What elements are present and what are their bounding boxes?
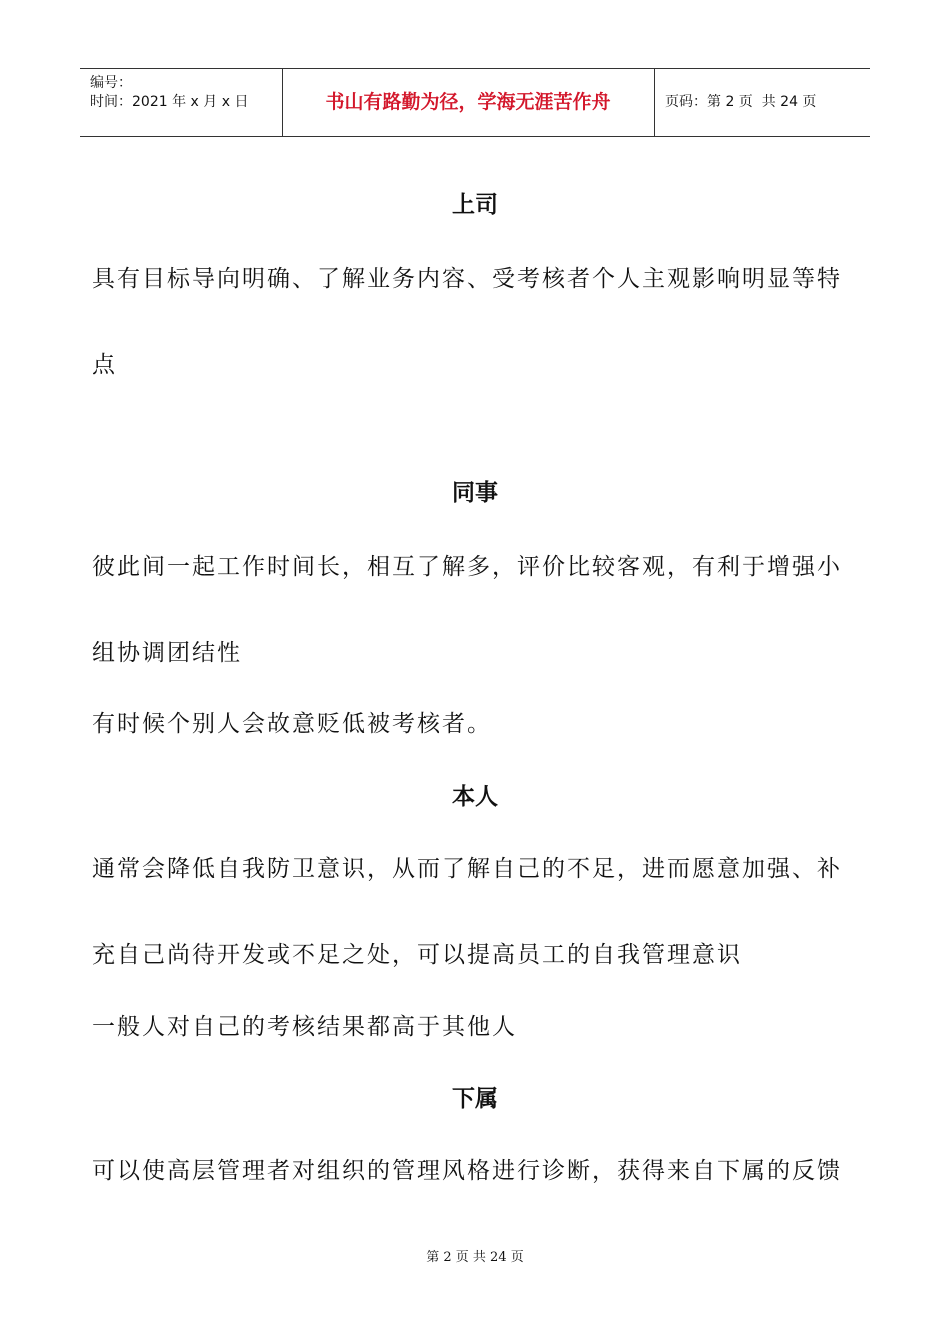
paragraph-line: 彼此间一起工作时间长，相互了解多，评价比较客观，有利于增强小 bbox=[92, 554, 842, 580]
section-heading-self: 本人 bbox=[452, 784, 498, 810]
document-time-label: 时间：2021 年 x 月 x 日 bbox=[90, 94, 249, 110]
paragraph-line: 一般人对自己的考核结果都高于其他人 bbox=[92, 1014, 517, 1040]
section-heading-colleague: 同事 bbox=[452, 480, 498, 506]
header-meta-cell bbox=[80, 69, 283, 136]
page-footer: 第 2 页 共 24 页 bbox=[426, 1250, 524, 1265]
section-heading-subordinate: 下属 bbox=[452, 1086, 498, 1112]
page-header bbox=[80, 68, 870, 137]
paragraph-line: 可以使高层管理者对组织的管理风格进行诊断，获得来自下属的反馈 bbox=[92, 1158, 842, 1184]
header-motto: 书山有路勤为径，学海无涯苦作舟 bbox=[282, 69, 655, 136]
section-heading-supervisor: 上司 bbox=[452, 192, 498, 218]
paragraph-line: 有时候个别人会故意贬低被考核者。 bbox=[92, 711, 492, 737]
header-page-info: 页码：第 2 页 共 24 页 bbox=[665, 94, 817, 110]
paragraph-line: 具有目标导向明确、了解业务内容、受考核者个人主观影响明显等特 bbox=[92, 266, 842, 292]
paragraph-line: 点 bbox=[92, 352, 117, 378]
document-number-label: 编号： bbox=[90, 75, 132, 91]
paragraph-line: 通常会降低自我防卫意识，从而了解自己的不足，进而愿意加强、补 bbox=[92, 856, 842, 882]
paragraph-line: 组协调团结性 bbox=[92, 640, 242, 666]
paragraph-line: 充自己尚待开发或不足之处，可以提高员工的自我管理意识 bbox=[92, 942, 742, 968]
